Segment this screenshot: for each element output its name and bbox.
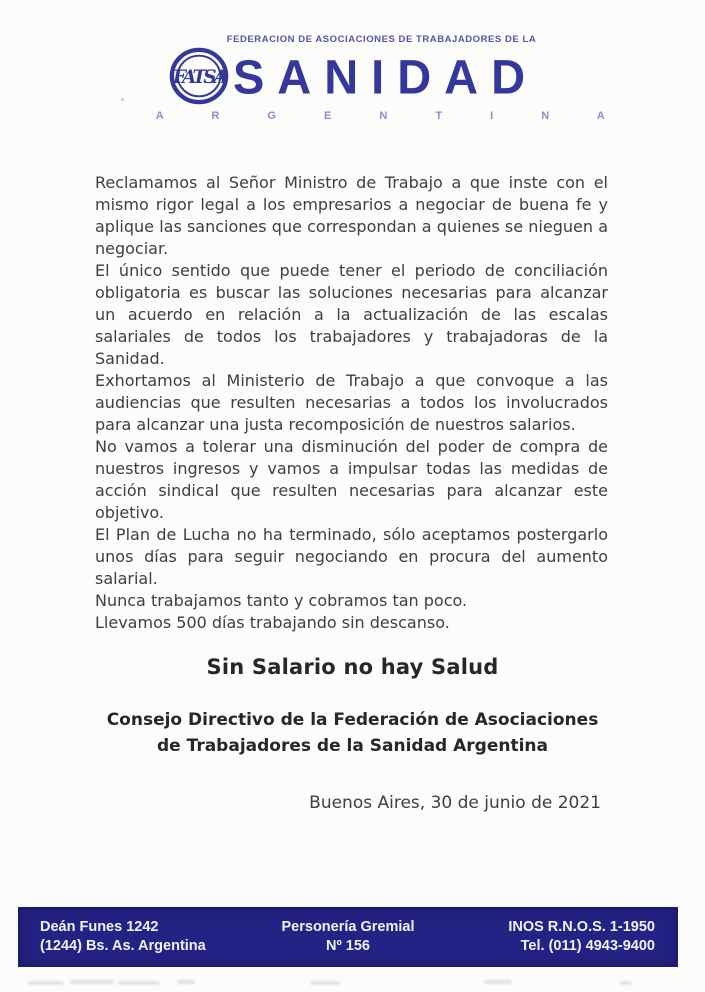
footer-address-line-1: Deán Funes 1242 bbox=[40, 919, 159, 935]
signature-block bbox=[0, 707, 705, 759]
footer-address bbox=[18, 918, 238, 956]
dateline: Buenos Aires, 30 de junio de 2021 bbox=[309, 793, 601, 813]
scan-artifact bbox=[484, 980, 512, 984]
fatsa-monogram: FATSA bbox=[172, 66, 225, 88]
footer-personeria-line-2: Nº 156 bbox=[326, 938, 370, 954]
footer-address-line-2: (1244) Bs. As. Argentina bbox=[40, 938, 206, 954]
footer-inos-line: INOS R.N.O.S. 1-1950 bbox=[508, 919, 655, 935]
scan-artifact bbox=[177, 980, 195, 984]
paragraph-reclamamos: Reclamamos al Señor Ministro de Trabajo a que inste con el mismo rigor legal a los empresarios a negociar de buena fe y aplique las sanciones que correspondan a quienes se nieguen a negociar. bbox=[95, 173, 608, 258]
footer-phone-line: Tel. (011) 4943-9400 bbox=[520, 938, 655, 954]
brand-row bbox=[167, 46, 538, 106]
fatsa-logo-icon bbox=[167, 46, 231, 106]
brand-sanidad: SANIDAD bbox=[232, 48, 539, 104]
footer-contact bbox=[458, 918, 678, 956]
federation-name: FEDERACION DE ASOCIACIONES DE TRABAJADORES DE LA bbox=[226, 34, 537, 45]
paragraph-conciliacion: El único sentido que puede tener el periodo de conciliación obligatoria es buscar las soluciones necesarias para alcanzar un acuerdo en relación a la actualización de las escalas salariales de todos los trabajadores y trabajadoras de la Sanidad. bbox=[95, 261, 608, 368]
scan-artifact bbox=[620, 981, 632, 985]
letter-body bbox=[95, 172, 608, 634]
letterhead bbox=[0, 34, 705, 122]
signature-line-1: Consejo Directivo de la Federación de Asociaciones bbox=[106, 710, 599, 730]
scan-artifact bbox=[70, 980, 114, 984]
signature-line-2: de Trabajadores de la Sanidad Argentina bbox=[156, 736, 549, 756]
brand-country: A R G E N T I N A bbox=[155, 110, 628, 122]
paragraph-no-tolerar: No vamos a tolerar una disminución del poder de compra de nuestros ingresos y vamos a impulsar todas las medidas de acción sindical que resulten necesarias para alcanzar este objetivo. bbox=[95, 437, 608, 522]
scan-speck bbox=[121, 98, 124, 101]
paragraph-exhortamos: Exhortamos al Ministerio de Trabajo a que convoque a las audiencias que resulten necesarias a todos los involucrados para alcanzar una justa recomposición de nuestros salarios. bbox=[95, 371, 608, 434]
scan-artifact bbox=[28, 981, 64, 985]
paragraph-500-dias: Llevamos 500 días trabajando sin descanso. bbox=[95, 613, 450, 632]
scan-artifact bbox=[310, 981, 340, 985]
scan-artifact bbox=[118, 981, 160, 985]
footer-band bbox=[18, 907, 678, 967]
footer-personeria-line-1: Personería Gremial bbox=[281, 919, 415, 935]
paragraph-nunca-trabajamos: Nunca trabajamos tanto y cobramos tan poco. bbox=[95, 591, 468, 610]
slogan-heading: Sin Salario no hay Salud bbox=[206, 655, 499, 679]
footer-personeria bbox=[238, 918, 458, 956]
paragraph-plan-de-lucha: El Plan de Lucha no ha terminado, sólo aceptamos postergarlo unos días para seguir negociando en procura del aumento salarial. bbox=[95, 525, 608, 588]
